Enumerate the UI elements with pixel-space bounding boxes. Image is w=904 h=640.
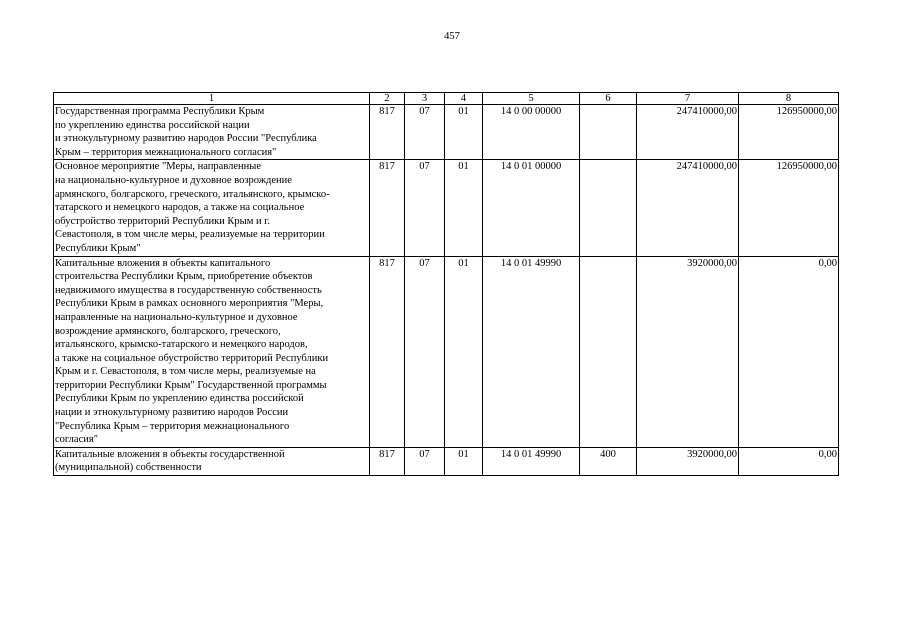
- row-name-line: согласия": [55, 434, 98, 446]
- row-name-line: по укреплению единства российской нации: [55, 119, 250, 131]
- amount-col7-cell: 247410000,00: [637, 160, 739, 256]
- amount-col7-cell: 3920000,00: [637, 256, 739, 447]
- row-name-cell: [54, 447, 370, 475]
- row-name-line: территории Республики Крым" Государственной программы: [55, 379, 327, 391]
- row-name-line: Республики Крым по укреплению единства российской: [55, 393, 304, 405]
- row-name-line: недвижимого имущества в государственную собственность: [55, 284, 322, 296]
- row-name-cell: [54, 105, 370, 160]
- amount-col8-cell: 0,00: [739, 447, 839, 475]
- target-article-cell: 14 0 00 00000: [483, 105, 580, 160]
- header-cell: 2: [370, 93, 405, 105]
- row-name-line: на национально-культурное и духовное возрождение: [55, 174, 292, 186]
- row-name-line: Капитальные вложения в объекты капитального: [55, 257, 271, 269]
- header-cell: 7: [637, 93, 739, 105]
- row-name-line: Крым – территория межнационального согласия": [55, 146, 277, 158]
- expense-type-cell: [580, 160, 637, 256]
- header-cell: 6: [580, 93, 637, 105]
- target-article-cell: 14 0 01 00000: [483, 160, 580, 256]
- ministry-code-cell: 817: [370, 256, 405, 447]
- header-cell: 3: [405, 93, 445, 105]
- table-row: [54, 447, 839, 475]
- section-code-cell: 07: [405, 105, 445, 160]
- budget-table: [53, 92, 839, 476]
- ministry-code-cell: 817: [370, 160, 405, 256]
- row-name-line: Государственная программа Республики Крым: [55, 106, 265, 117]
- row-name-line: армянского, болгарского, греческого, итальянского, крымско-: [55, 188, 330, 200]
- section-code-cell: 07: [405, 256, 445, 447]
- row-name-cell: [54, 160, 370, 256]
- table-header-row: [54, 93, 839, 105]
- row-name-line: итальянского, крымско-татарского и немецкого народов,: [55, 339, 308, 351]
- amount-col8-cell: 126950000,00: [739, 105, 839, 160]
- row-name-line: Крым и г. Севастополя, в том числе меры, реализуемые на: [55, 366, 316, 378]
- row-name-line: направленные на национально-культурное и духовное: [55, 311, 298, 323]
- row-name-line: и этнокультурному развитию народов России "Республика: [55, 133, 317, 145]
- amount-col7-cell: 3920000,00: [637, 447, 739, 475]
- table-row: [54, 105, 839, 160]
- header-cell: 8: [739, 93, 839, 105]
- row-name-cell: [54, 256, 370, 447]
- amount-col8-cell: 0,00: [739, 256, 839, 447]
- section-code-cell: 07: [405, 160, 445, 256]
- subsection-code-cell: 01: [445, 447, 483, 475]
- row-name-line: Республики Крым": [55, 242, 141, 254]
- row-name-line: строительства Республики Крым, приобретение объектов: [55, 271, 313, 283]
- row-name-line: возрождение армянского, болгарского, греческого,: [55, 325, 281, 337]
- target-article-cell: 14 0 01 49990: [483, 447, 580, 475]
- header-cell: 5: [483, 93, 580, 105]
- page-number: 457: [444, 31, 460, 42]
- subsection-code-cell: 01: [445, 256, 483, 447]
- header-cell: 4: [445, 93, 483, 105]
- row-name-line: Севастополя, в том числе меры, реализуемые на территории: [55, 229, 325, 241]
- expense-type-cell: 400: [580, 447, 637, 475]
- row-name-line: нации и этнокультурному развитию народов России: [55, 407, 289, 419]
- table-row: [54, 160, 839, 256]
- row-name-line: Республики Крым в рамках основного мероприятия "Меры,: [55, 298, 324, 310]
- row-name-line: Капитальные вложения в объекты государственной: [55, 448, 285, 460]
- ministry-code-cell: 817: [370, 447, 405, 475]
- subsection-code-cell: 01: [445, 105, 483, 160]
- subsection-code-cell: 01: [445, 160, 483, 256]
- section-code-cell: 07: [405, 447, 445, 475]
- header-cell: 1: [54, 93, 370, 105]
- row-name-line: обустройство территорий Республики Крым и г.: [55, 215, 270, 227]
- row-name-line: а также на социальное обустройство территорий Республики: [55, 352, 329, 364]
- row-name-line: Основное мероприятие "Меры, направленные: [55, 161, 262, 173]
- row-name-line: "Республика Крым – территория межнационального: [55, 420, 290, 432]
- ministry-code-cell: 817: [370, 105, 405, 160]
- amount-col8-cell: 126950000,00: [739, 160, 839, 256]
- table-row: [54, 256, 839, 447]
- amount-col7-cell: 247410000,00: [637, 105, 739, 160]
- row-name-line: (муниципальной) собственности: [55, 462, 202, 474]
- expense-type-cell: [580, 256, 637, 447]
- target-article-cell: 14 0 01 49990: [483, 256, 580, 447]
- expense-type-cell: [580, 105, 637, 160]
- row-name-line: татарского и немецкого народов, а также на социальное: [55, 202, 305, 214]
